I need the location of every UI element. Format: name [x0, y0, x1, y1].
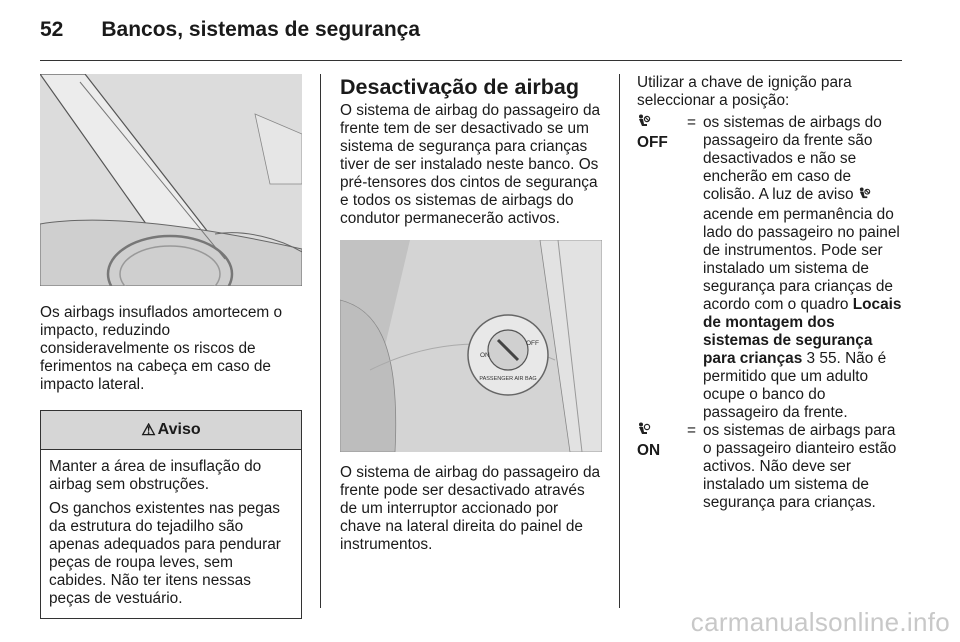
- page-header: [40, 14, 420, 46]
- on-description: os sistemas de airbags para o passageiro dianteiro estão activos. Não deve ser instalado um sistema de segurança para crianças.: [703, 422, 897, 511]
- pillar-illustration: [40, 74, 302, 286]
- off-definition: [637, 114, 902, 422]
- airbag-off-icon: [637, 114, 687, 134]
- cross-reference-link[interactable]: Locais de montagem dos sistemas de segurança para crianças: [703, 296, 902, 367]
- pillar-image: [40, 74, 302, 286]
- watermark: carmanualsonline.info: [690, 607, 950, 637]
- ref-page[interactable]: 55: [819, 350, 837, 367]
- deactivation-paragraph: O sistema de airbag do passageiro da frente tem de ser desactivado se um sistema de segurança para crianças tiver de ser instalado neste banco. Os pré-tensores dos cintos de segurança e todos os sistemas de airbags do condutor permanecerão activos.: [340, 102, 601, 227]
- heading-airbag-deactivation: Desactivação de airbag: [340, 75, 580, 99]
- column-divider: [619, 74, 620, 608]
- section-title: Bancos, sistemas de segurança: [101, 18, 421, 41]
- key-switch-illustration: [340, 240, 602, 452]
- warning-paragraph: Manter a área de insuflação do airbag sem obstruções.: [49, 458, 262, 493]
- ref-arrow-icon: 3: [806, 350, 816, 367]
- warning-light-icon: [858, 187, 871, 206]
- switch-off-label: OFF: [526, 340, 539, 347]
- off-label: OFF: [637, 134, 668, 151]
- on-label: ON: [637, 442, 661, 459]
- warning-title: Aviso: [157, 421, 201, 438]
- off-desc-text: . Não é permitido que um adulto ocupe o banco do passageiro da frente.: [703, 350, 887, 421]
- warning-triangle-icon: ⚠: [141, 422, 156, 439]
- warning-body: [41, 450, 301, 618]
- column-divider: [320, 74, 321, 608]
- switch-on-label: ON: [480, 352, 490, 359]
- warning-header: [41, 411, 301, 450]
- key-switch-image: [340, 240, 602, 452]
- warning-box: [40, 410, 302, 619]
- off-equals: =: [687, 114, 696, 131]
- on-definition: [637, 422, 902, 512]
- off-desc-text: acende em permanência do lado do passageiro no painel de instrumentos. Pode ser instalado um sistema de segurança para crianças de acordo com o quadro: [703, 206, 900, 313]
- airbag-paragraph: Os airbags insuflados amortecem o impacto, reduzindo consideravelmente os riscos de ferimentos na cabeça em caso de impacto lateral.: [40, 304, 283, 393]
- off-desc-text: os sistemas de airbags do passageiro da frente são desactivados e não se encherão em caso de colisão. A luz de aviso: [703, 114, 882, 203]
- position-intro: Utilizar a chave de ignição para seleccionar a posição:: [637, 74, 852, 109]
- header-rule: [40, 60, 902, 61]
- warning-paragraph: Os ganchos existentes nas pegas da estrutura do tejadilho são apenas adequados para pendurar peças de roupa leves, sem cabides. Não ter itens nessas peças de vestuário.: [49, 500, 281, 607]
- page-number: 52: [40, 18, 64, 41]
- switch-caption: PASSENGER AIR BAG: [479, 376, 537, 382]
- on-equals: =: [687, 422, 696, 439]
- column-left: [40, 74, 302, 619]
- column-middle: [340, 74, 602, 554]
- column-right: [637, 74, 902, 512]
- airbag-on-icon: [637, 422, 687, 442]
- switch-paragraph: O sistema de airbag do passageiro da frente pode ser desactivado através de um interruptor accionado por chave na lateral direita do painel de instrumentos.: [340, 464, 601, 553]
- off-description: [703, 114, 902, 422]
